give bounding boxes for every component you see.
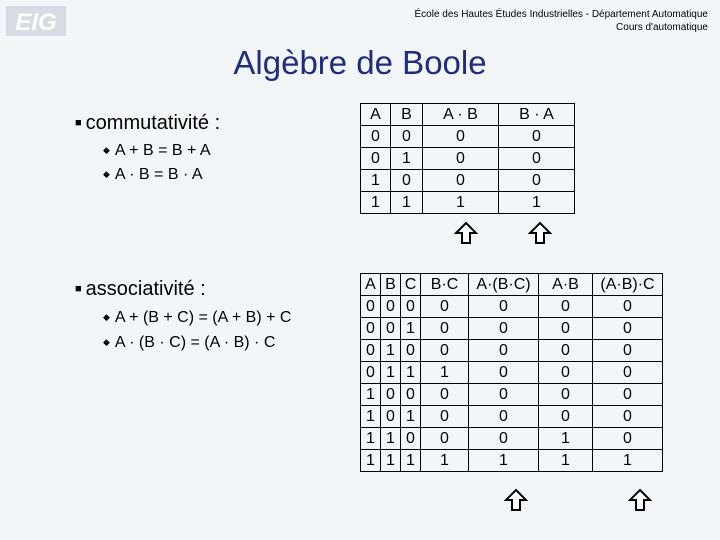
header (415, 8, 709, 34)
table-cell: 0 (499, 148, 575, 170)
table-cell: 1 (381, 362, 401, 384)
table-cell: 0 (593, 296, 663, 318)
table-header-cell: (A·B)·C (593, 274, 663, 296)
table-row (361, 170, 575, 192)
formula-text: A · B = B · A (114, 166, 203, 183)
table-cell: 0 (469, 406, 539, 428)
table-cell: 1 (361, 428, 381, 450)
table-cell: 1 (401, 406, 421, 428)
up-arrow-icon (528, 221, 552, 245)
formula-text: A + B = B + A (114, 142, 211, 159)
table-cell: 1 (381, 450, 401, 472)
table-cell: 0 (593, 384, 663, 406)
table-row (361, 384, 663, 406)
table-cell: 1 (539, 450, 593, 472)
table-row (361, 192, 575, 214)
section-associativity (75, 278, 206, 301)
table-cell: 1 (361, 170, 391, 192)
table-row (361, 296, 663, 318)
table-cell: 0 (539, 318, 593, 340)
table-cell: 1 (361, 406, 381, 428)
table-cell: 0 (391, 126, 423, 148)
table-header-row (361, 104, 575, 126)
table-cell: 1 (469, 450, 539, 472)
table-cell: 0 (539, 406, 593, 428)
section-commutativity (75, 112, 220, 135)
table-cell: 0 (401, 340, 421, 362)
logo-text: EIG (15, 9, 57, 36)
diamond-bullet-icon: ◆ (103, 169, 110, 179)
table-cell: 0 (381, 296, 401, 318)
section-label: associativité : (85, 278, 206, 300)
table-cell: 0 (499, 170, 575, 192)
table-row (361, 450, 663, 472)
formula-text: A + (B + C) = (A + B) + C (114, 309, 292, 326)
diamond-bullet-icon: ◆ (103, 337, 110, 347)
diamond-bullet-icon: ◆ (103, 145, 110, 155)
table-cell: 1 (381, 428, 401, 450)
table-cell: 0 (381, 318, 401, 340)
table-cell: 0 (421, 340, 469, 362)
table-cell: 1 (539, 428, 593, 450)
table-cell: 0 (421, 384, 469, 406)
formula-item (103, 334, 275, 352)
table-cell: 1 (421, 362, 469, 384)
table-cell: 1 (391, 192, 423, 214)
table-cell: 0 (361, 362, 381, 384)
table-cell: 0 (361, 318, 381, 340)
table-cell: 0 (469, 362, 539, 384)
table-header-cell: C (401, 274, 421, 296)
up-arrow-icon (454, 221, 478, 245)
table-cell: 0 (421, 406, 469, 428)
table-cell: 0 (391, 170, 423, 192)
table-header-cell: B · A (499, 104, 575, 126)
page-title: Algèbre de Boole (233, 44, 487, 81)
table-cell: 1 (361, 192, 391, 214)
table-cell: 0 (593, 318, 663, 340)
table-header-cell: A · B (423, 104, 499, 126)
table-cell: 0 (593, 362, 663, 384)
table-cell: 1 (361, 384, 381, 406)
table-cell: 0 (361, 126, 391, 148)
table-cell: 1 (391, 148, 423, 170)
table-header-cell: A (361, 104, 391, 126)
table-cell: 1 (381, 340, 401, 362)
table-cell: 0 (499, 126, 575, 148)
table-cell: 1 (401, 318, 421, 340)
table-row (361, 406, 663, 428)
square-bullet-icon: ■ (75, 283, 82, 295)
table-cell: 0 (593, 428, 663, 450)
table-cell: 0 (469, 340, 539, 362)
table-cell: 0 (469, 318, 539, 340)
formula-item (103, 309, 291, 327)
table-header-cell: B (381, 274, 401, 296)
table-row (361, 428, 663, 450)
section-label: commutativité : (85, 112, 221, 134)
table-row (361, 318, 663, 340)
table-header-cell: B (391, 104, 423, 126)
table-row (361, 362, 663, 384)
table-header-row (361, 274, 663, 296)
table-cell: 0 (593, 406, 663, 428)
table-cell: 0 (539, 384, 593, 406)
table-cell: 0 (381, 384, 401, 406)
table-cell: 1 (401, 362, 421, 384)
header-line2: Cours d'automatique (616, 22, 708, 33)
table-cell: 0 (593, 340, 663, 362)
table-cell: 1 (499, 192, 575, 214)
table-cell: 0 (539, 340, 593, 362)
table-row (361, 148, 575, 170)
table-cell: 0 (423, 148, 499, 170)
table-cell: 0 (361, 296, 381, 318)
table-cell: 0 (421, 318, 469, 340)
table-cell: 0 (469, 428, 539, 450)
square-bullet-icon: ■ (75, 117, 82, 129)
table-cell: 1 (421, 450, 469, 472)
table-cell: 0 (539, 362, 593, 384)
table-cell: 1 (361, 450, 381, 472)
table-cell: 0 (469, 384, 539, 406)
formula-text: A · (B · C) = (A · B) · C (114, 334, 276, 351)
school-logo (6, 6, 66, 36)
table-header-cell: A·B (539, 274, 593, 296)
table-row (361, 340, 663, 362)
table-cell: 0 (381, 406, 401, 428)
table-header-cell: A (361, 274, 381, 296)
table-cell: 1 (401, 450, 421, 472)
table-cell: 0 (401, 428, 421, 450)
up-arrow-icon (504, 488, 528, 512)
table-cell: 0 (361, 148, 391, 170)
table-cell: 0 (423, 126, 499, 148)
table-cell: 0 (401, 384, 421, 406)
table-cell: 1 (423, 192, 499, 214)
formula-item (103, 166, 203, 184)
table-header-cell: B·C (421, 274, 469, 296)
table-cell: 0 (401, 296, 421, 318)
table-cell: 0 (421, 428, 469, 450)
table-cell: 0 (469, 296, 539, 318)
table-cell: 0 (421, 296, 469, 318)
table-row (361, 126, 575, 148)
formula-item (103, 142, 211, 160)
diamond-bullet-icon: ◆ (103, 312, 110, 322)
table-cell: 0 (423, 170, 499, 192)
table-cell: 0 (539, 296, 593, 318)
table-header-cell: A·(B·C) (469, 274, 539, 296)
header-line1: École des Hautes Études Industrielles - Département Automatique (414, 9, 708, 20)
table-cell: 1 (593, 450, 663, 472)
truth-table-commutativity (360, 103, 575, 214)
up-arrow-icon (628, 488, 652, 512)
table-cell: 0 (361, 340, 381, 362)
truth-table-associativity (360, 273, 663, 472)
